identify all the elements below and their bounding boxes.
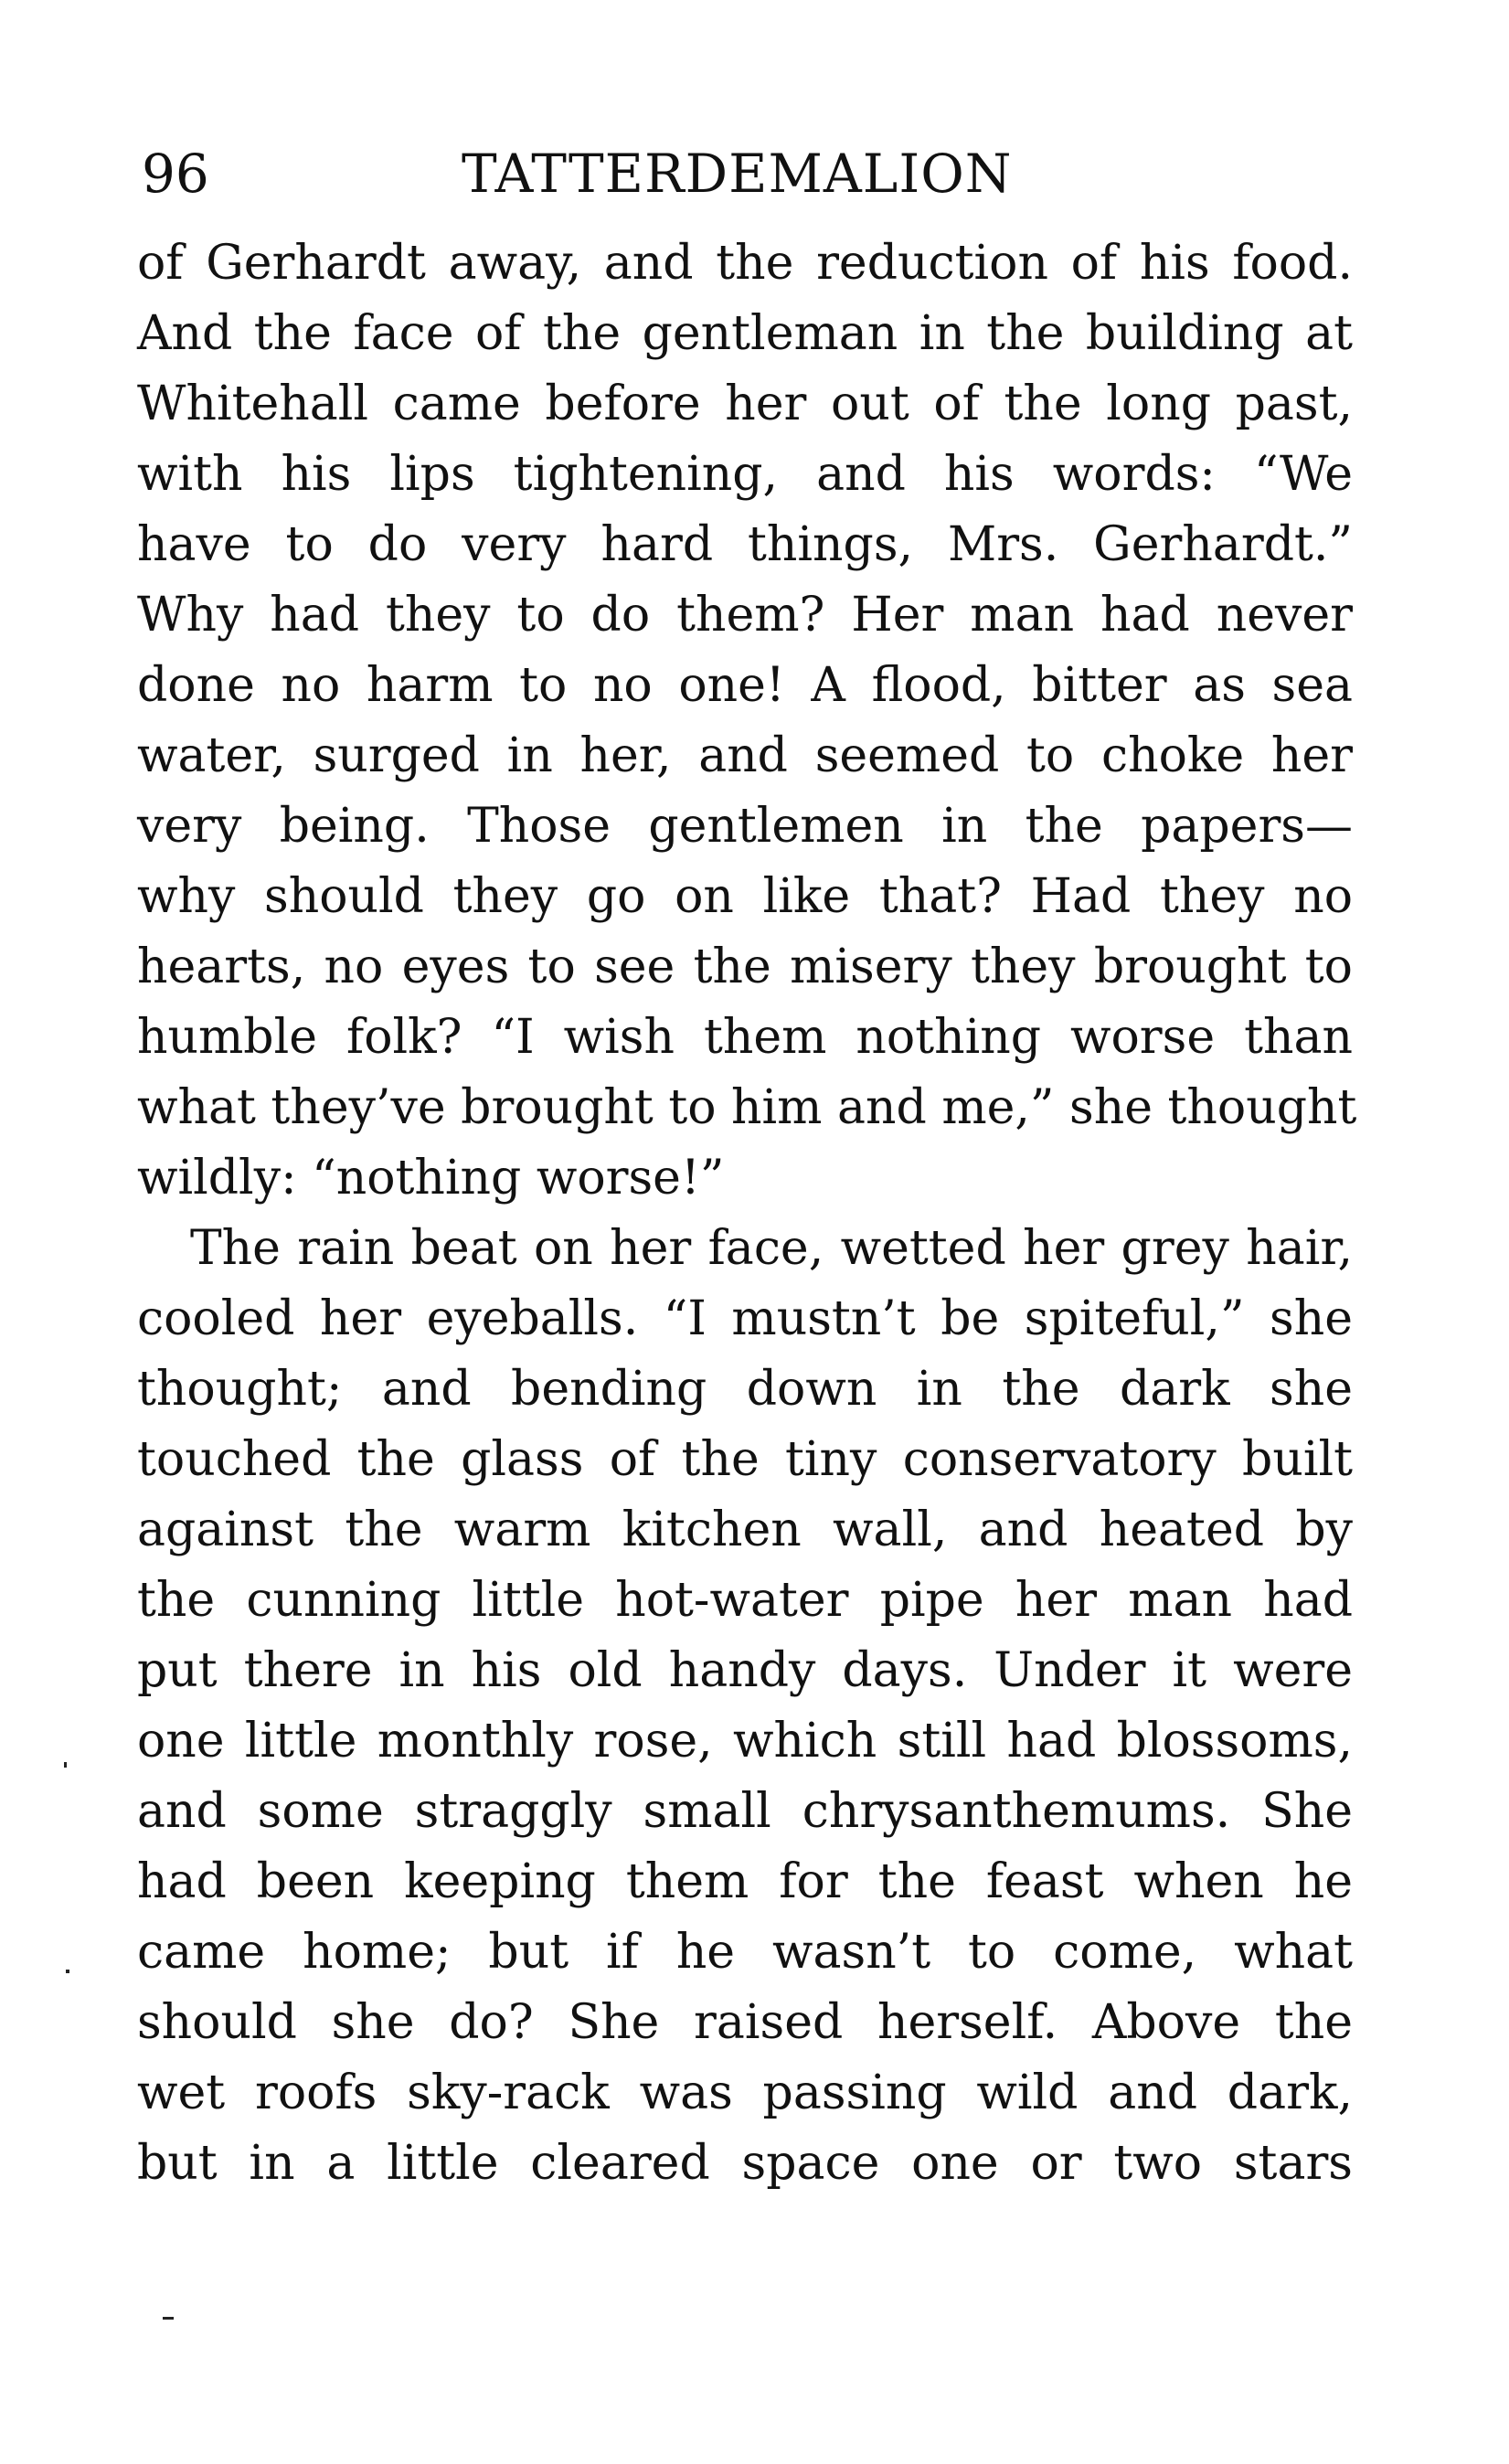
scan-speck xyxy=(66,1970,69,1973)
text-line: against the warm kitchen wall, and heated by xyxy=(137,1503,1353,1557)
text-line: put there in his old handy days. Under it were xyxy=(137,1643,1353,1698)
paragraph-1 xyxy=(137,228,1357,1214)
text-line: with his lips tightening, and his words: “We xyxy=(137,447,1353,502)
text-line: wet roofs sky-rack was passing wild and dark, xyxy=(137,2066,1353,2120)
text-line: touched the glass of the tiny conservatory built xyxy=(137,1432,1353,1487)
text-line: cooled her eyeballs. “I mustn’t be spiteful,” she xyxy=(137,1291,1353,1346)
text-line: of Gerhardt away, and the reduction of his food. xyxy=(137,236,1353,291)
text-line: why should they go on like that? Had they no xyxy=(137,869,1353,924)
text-line: one little monthly rose, which still had blossoms, xyxy=(137,1714,1353,1768)
text-line: very being. Those gentlemen in the papers— xyxy=(137,799,1353,854)
text-line: The rain beat on her face, wetted her grey hair, xyxy=(190,1221,1353,1276)
text-line: and some straggly small chrysanthemums. She xyxy=(137,1784,1353,1839)
text-line: humble folk? “I wish them nothing worse than xyxy=(137,1010,1353,1065)
text-line: but in a little cleared space one or two stars xyxy=(137,2136,1353,2191)
text-line: done no harm to no one! A flood, bitter as sea xyxy=(137,658,1353,713)
page-header xyxy=(137,133,1353,215)
text-line: And the face of the gentleman in the building at xyxy=(137,306,1353,361)
book-page xyxy=(137,133,1357,2199)
text-line: wildly: “nothing worse!” xyxy=(137,1151,725,1205)
text-line: hearts, no eyes to see the misery they brought to xyxy=(137,940,1353,994)
paragraph-2 xyxy=(137,1214,1353,2199)
text-line: have to do very hard things, Mrs. Gerhardt.” xyxy=(137,517,1353,572)
text-line: had been keeping them for the feast when he xyxy=(137,1854,1353,1909)
text-line: what they’ve brought to him and me,” she thought xyxy=(137,1080,1357,1135)
text-line: the cunning little hot-water pipe her man had xyxy=(137,1573,1353,1628)
text-line: Whitehall came before her out of the long past, xyxy=(137,377,1353,431)
text-line: thought; and bending down in the dark she xyxy=(137,1362,1353,1417)
body-text xyxy=(137,228,1357,2199)
text-line: should she do? She raised herself. Above the xyxy=(137,1995,1353,2050)
scan-speck xyxy=(163,2317,174,2320)
page-number: 96 xyxy=(142,143,209,205)
running-title: TATTERDEMALION xyxy=(462,143,1013,205)
text-line: water, surged in her, and seemed to choke her xyxy=(137,728,1353,783)
text-line: Why had they to do them? Her man had never xyxy=(137,588,1353,643)
scan-speck xyxy=(64,1762,67,1768)
text-line: came home; but if he wasn’t to come, what xyxy=(137,1925,1353,1980)
